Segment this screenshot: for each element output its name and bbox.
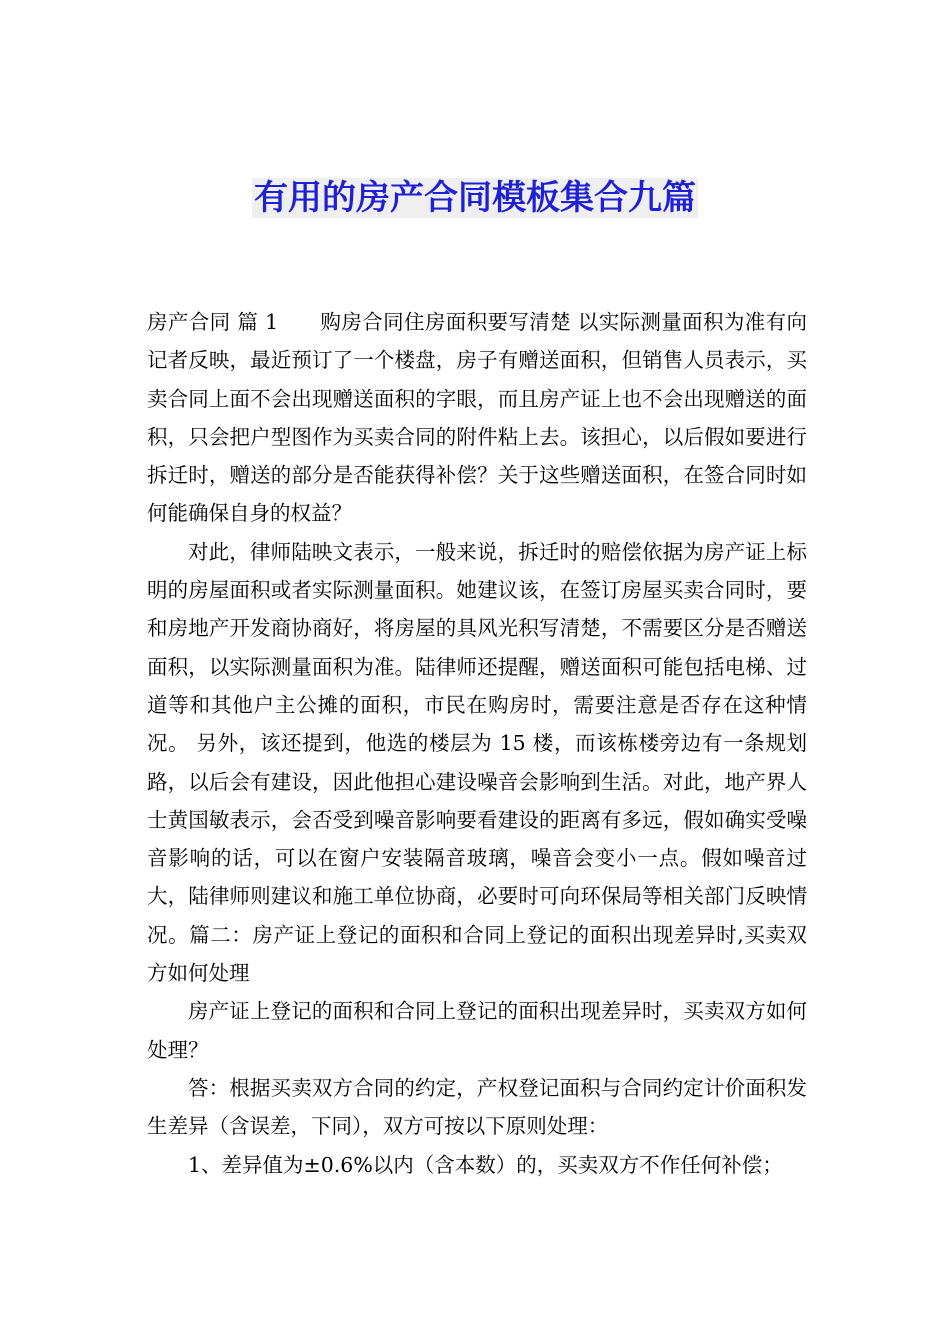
paragraph-4: 答：根据买卖双方合同的约定，产权登记面积与合同约定计价面积发生差异（含误差，下同），双方可按以下原则处理：: [147, 1075, 807, 1139]
document-body: [147, 303, 807, 1184]
paragraph-3: 房产证上登记的面积和合同上登记的面积出现差异时，买卖双方如何处理？: [147, 999, 807, 1062]
paragraph-5: 1、差异值为±0.6%以内（含本数）的，买卖双方不作任何补偿；: [188, 1152, 783, 1177]
paragraph-1: [147, 303, 807, 533]
paragraph-2: 对此，律师陆映文表示，一般来说，拆迁时的赔偿依据为房产证上标明的房屋面积或者实际测量面积。她建议该，在签订房屋买卖合同时，要和房地产开发商协商好，将房屋的具风光积写清楚，不需要区分是否赠送面积，以实际测量面积为准。陆律师还提醒，赠送面积可能包括电梯、过道等和其他户主公摊的面积，市民在购房时，需要注意是否存在这种情况。 另外，该还提到，他选的楼层为 15 楼，而该栋楼旁边有一条规划路，以后会有建设，因此他担心建设噪音会影响到生活。对此，地产界人士黄国敏表示，会否受到噪音影响要看建设的距离有多远，假如确实受噪音影响的话，可以在窗户安装隔音玻璃，噪音会变小一点。假如噪音过大，陆律师则建议和施工单位协商，必要时可向环保局等相关部门反映情况。篇二：房产证上登记的面积和合同上登记的面积出现差异时,买卖双方如何处理: [147, 539, 807, 986]
document-title: [0, 172, 950, 224]
paragraph-1-text: 购房合同住房面积要写清楚 以实际测量面积为准有向记者反映，最近预订了一个楼盘，房子有赠送面积，但销售人员表示，买卖合同上面不会出现赠送面积的字眼，而且房产证上也不会出现赠送的面积，只会把户型图作为买卖合同的附件粘上去。该担心，以后假如要进行拆迁时，赠送的部分是否能获得补偿？关于这些赠送面积，在签合同时如何能确保自身的权益？: [147, 310, 808, 526]
document-title-text: 有用的房产合同模板集合九篇: [254, 178, 696, 218]
section-label: 房产合同 篇 1: [147, 310, 279, 334]
